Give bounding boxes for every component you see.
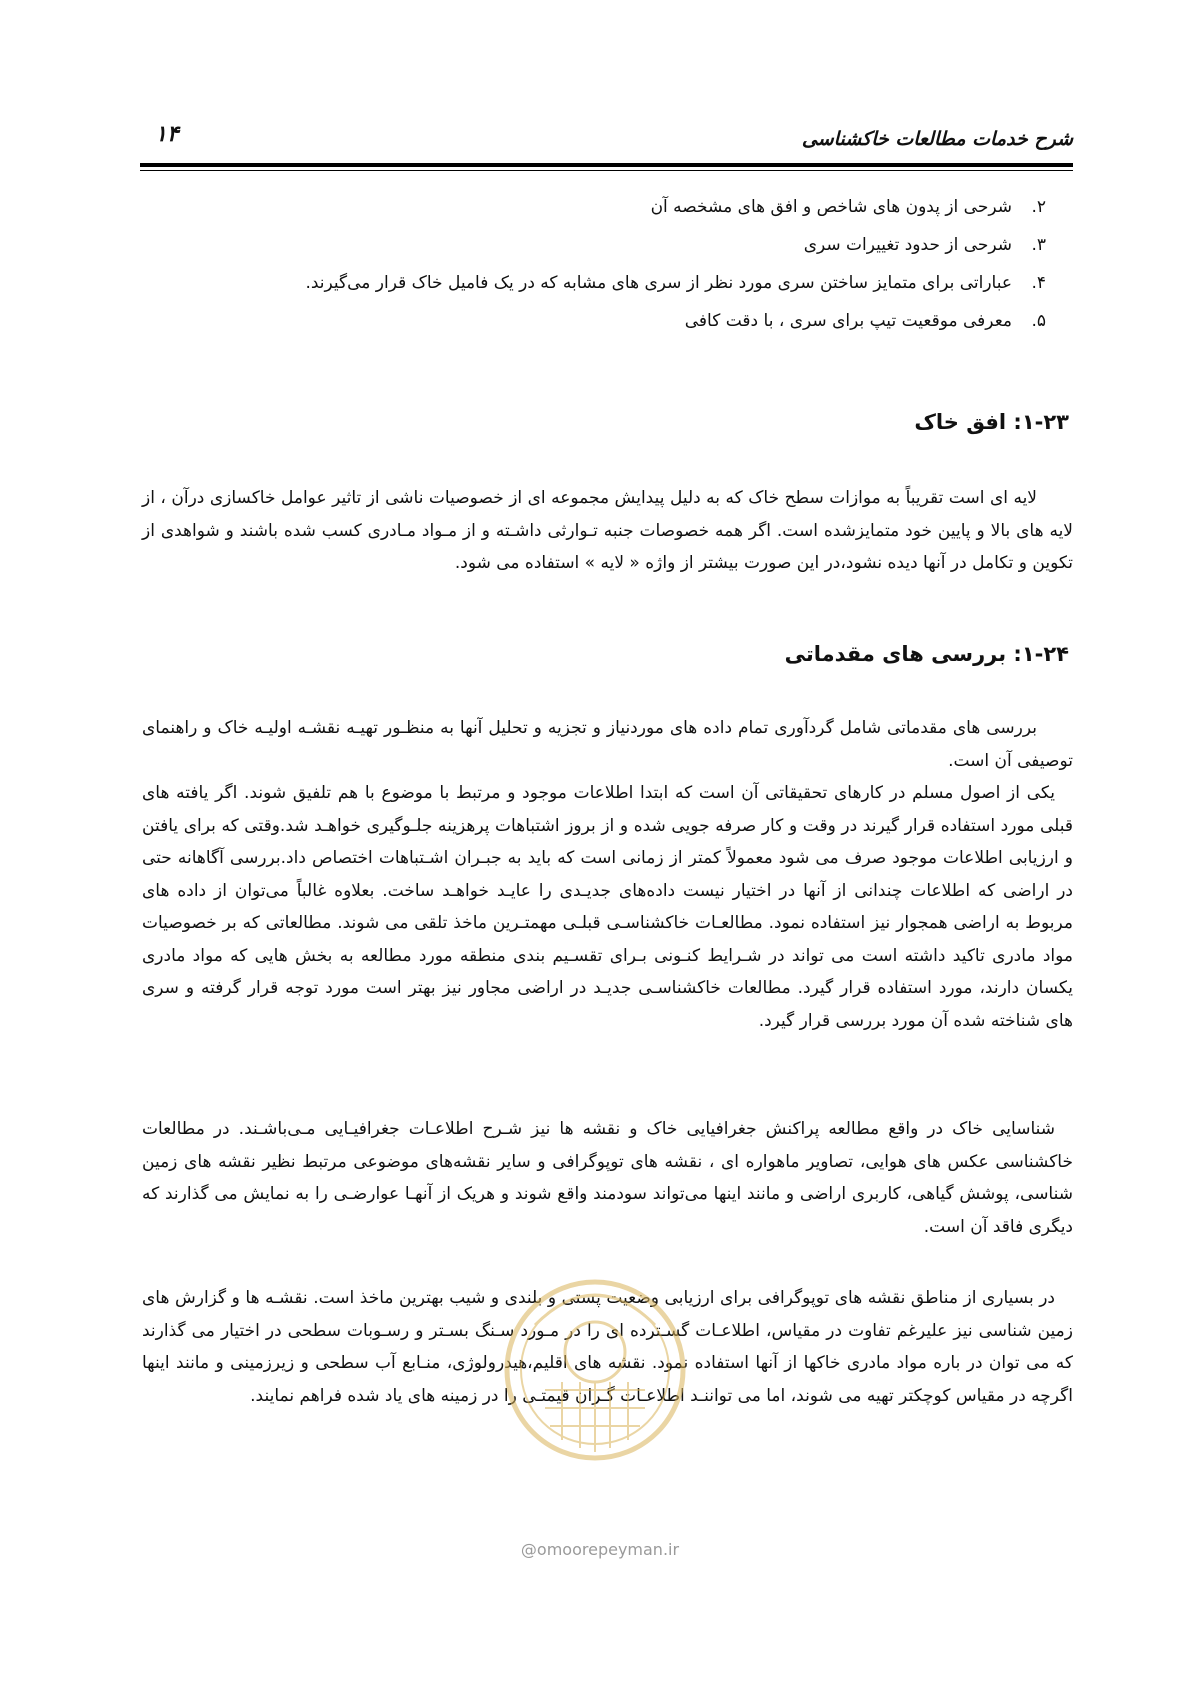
watermark-url: @omoorepeyman.ir	[520, 1540, 680, 1559]
paragraph-soil-horizon: لایه ای است تقریباً به موازات سطح خاک که به دلیل پیدایش مجموعه ای از خصوصیات ناشی از تاثیر عوامل خاکسازی درآن ، از لایه های بالا و پایین خود متمایزشده است. اگر همه خصوصات جنبه تـوارثی داشـته و از مـواد مـادری کسب شده باشند و شواهدی از تکوین و تکامل در آنها دیده نشود،در این صورت بیشتر از واژه « لایه » استفاده می شود.	[142, 488, 1073, 573]
list-item-number: ۳.	[1031, 235, 1046, 255]
section-heading-preliminary-studies: ۱-۲۴: بررسی های مقدماتی	[784, 642, 1069, 666]
page-number: ۱۴	[155, 122, 179, 147]
list-item-text: شرحی از حدود تغییرات سری	[803, 235, 1012, 255]
list-item	[146, 188, 1046, 226]
running-header-title: شرح خدمات مطالعات خاکشناسی	[801, 128, 1073, 150]
list-item	[146, 226, 1046, 264]
paragraph-preliminary-2: یکی از اصول مسلم در کارهای تحقیقاتی آن است که ابتدا اطلاعات موجود و مرتبط با موضوع با هم تلفیق شوند. اگر یافته های قبلی مورد استفاده قرار گیرند در وقت و کار صرفه جویی شده و از بروز اشتباهات پرهزینه جلـوگیری خواهـد شد.وقتی که برای یافتن و ارزیابی اطلاعات موجود صرف می شود معمولاً کمتر از زمانی است که باید به جبـران اشـتباهات اختصاص داد.بررسی آگاهانه حتی در اراضی که اطلاعات چندانی از آنها در اختیار نیست داده‌های جدیـدی را عایـد خواهـد ساخت. بعلاوه غالباً می‌توان از داده های مربوط به اراضی همجوار نیز استفاده نمود. مطالعـات خاکشناسـی قبلـی مهمتـرین ماخذ تلقی می شوند. مطالعاتی که بر خصوصیات مواد مادری تاکید داشته است می تواند در شـرایط کنـونی بـرای تقسـیم بندی منطقه مورد مطالعه به بخش هایی که مواد مادری یکسان دارند، مورد استفاده قرار گیرد. مطالعات خاکشناسـی جدیـد در اراضی مجاور نیز بهتر است مورد توجه قرار گرفته و سری های شناخته شده آن مورد بررسی قرار گیرد.	[142, 783, 1073, 1031]
list-item	[146, 264, 1046, 302]
header-rule-thin	[140, 170, 1073, 171]
list-item-text: شرحی از پدون های شاخص و افق های مشخصه آن	[650, 197, 1012, 217]
numbered-list	[146, 188, 1046, 340]
header-rule-thick	[140, 163, 1073, 167]
section-heading-soil-horizon: ۱-۲۳: افق خاک	[914, 410, 1069, 434]
paragraph-preliminary-1: بررسی های مقدماتی شامل گردآوری تمام داده های موردنیاز و تجزیه و تحلیل آنها به منظـور تهیـه نقشـه اولیـه خاک و راهنمای توصیفی آن است.	[142, 718, 1073, 771]
list-item-number: ۲.	[1031, 197, 1046, 217]
list-item-text: عباراتی برای متمایز ساختن سری مورد نظر از سری های مشابه که در یک فامیل خاک قرار می‌گیرند.	[305, 273, 1012, 293]
paragraph-preliminary-4: در بسیاری از مناطق نقشه های توپوگرافی برای ارزیابی وضعیت پستی و بلندی و شیب بهترین ماخذ است. نقشـه ها و گزارش های زمین شناسی نیز علیرغم تفاوت در مقیاس، اطلاعـات گسـترده ای را در مـورد سـنگ بسـتر و رسـوبات سطحی در اختیار می گذارند که می توان در باره مواد مادری خاکها از آنها استفاده نمود. نقشه های اقلیم،هیدرولوژی، منـابع آب سطحی و زیرزمینی و مانند اینها اگرچه در مقیاس کوچکتر تهیه می شوند، اما می تواننـد اطلاعـات گـران قیمتـی را در زمینه های یاد شده فراهم نمایند.	[142, 1288, 1073, 1406]
list-item-number: ۵.	[1031, 311, 1046, 331]
list-item-number: ۴.	[1031, 273, 1046, 293]
list-item	[146, 302, 1046, 340]
paragraph-preliminary-3: شناسایی خاک در واقع مطالعه پراکنش جغرافیایی خاک و نقشه ها نیز شـرح اطلاعـات جغرافیـایی مـی‌باشـند. در مطالعات خاکشناسی عکس های هوایی، تصاویر ماهواره ای ، نقشه های توپوگرافی و سایر نقشه‌های موضوعی مرتبط نظیر نقشه های زمین شناسی، پوشش گیاهی، کاربری اراضی و مانند اینها می‌تواند سودمند واقع شوند و هریک از آنهـا عوارضـی را به نمایش می گذارند که دیگری فاقد آن است.	[142, 1119, 1073, 1237]
watermark-seal-icon	[500, 1270, 690, 1485]
list-item-text: معرفی موقعیت تیپ برای سری ، با دقت کافی	[684, 311, 1012, 331]
